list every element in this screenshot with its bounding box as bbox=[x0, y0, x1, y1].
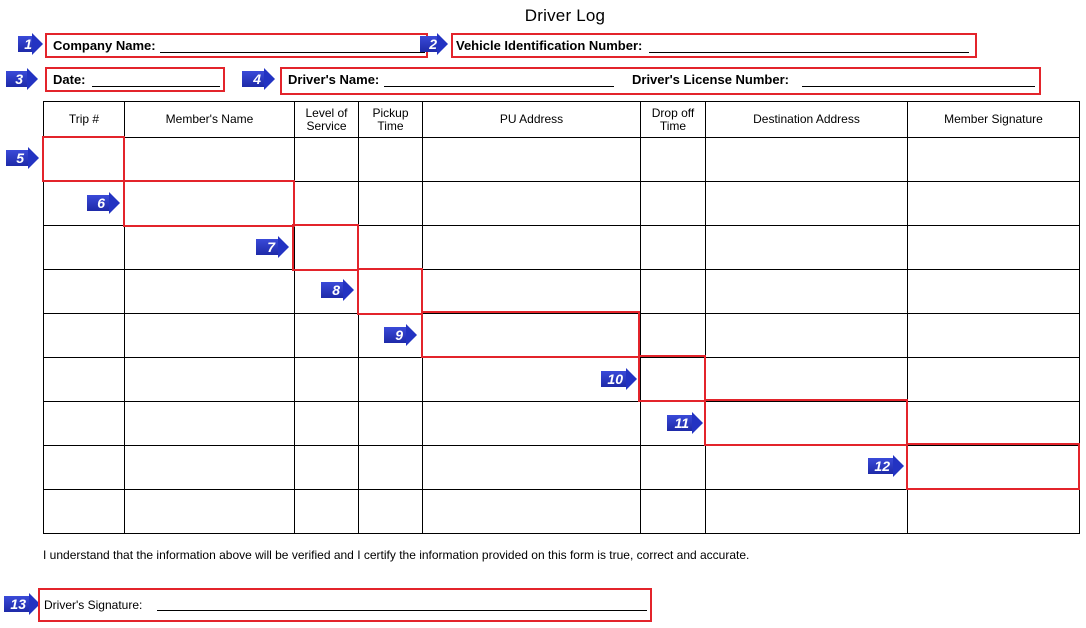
table-cell[interactable] bbox=[423, 138, 641, 182]
table-cell[interactable] bbox=[359, 182, 423, 226]
table-row bbox=[44, 402, 1080, 446]
table-cell[interactable] bbox=[706, 490, 908, 534]
table-cell[interactable] bbox=[359, 358, 423, 402]
col-header-members-name: Member's Name bbox=[125, 102, 295, 138]
table-cell[interactable] bbox=[295, 182, 359, 226]
marker-number-4: 4 bbox=[253, 71, 261, 87]
step-marker-3 bbox=[6, 68, 38, 90]
cell-highlight-trip bbox=[42, 136, 125, 182]
table-cell[interactable] bbox=[908, 138, 1080, 182]
table-cell[interactable] bbox=[44, 402, 125, 446]
table-cell[interactable] bbox=[706, 182, 908, 226]
table-row bbox=[44, 490, 1080, 534]
cell-highlight-destination-address bbox=[704, 399, 908, 446]
step-marker-2 bbox=[420, 33, 448, 55]
marker-number-8: 8 bbox=[332, 282, 340, 298]
step-marker-13 bbox=[4, 593, 40, 615]
table-cell[interactable] bbox=[295, 490, 359, 534]
col-header-drop-off-time: Drop off Time bbox=[641, 102, 706, 138]
table-cell[interactable] bbox=[359, 402, 423, 446]
table-cell[interactable] bbox=[125, 402, 295, 446]
step-marker-6 bbox=[87, 192, 120, 214]
table-cell[interactable] bbox=[423, 226, 641, 270]
table-cell[interactable] bbox=[641, 182, 706, 226]
table-cell[interactable] bbox=[359, 138, 423, 182]
cell-highlight-drop-off-time bbox=[638, 355, 706, 402]
col-header-pu-address: PU Address bbox=[423, 102, 641, 138]
table-cell[interactable] bbox=[44, 446, 125, 490]
table-cell[interactable] bbox=[125, 446, 295, 490]
vin-field[interactable] bbox=[649, 52, 969, 53]
table-cell[interactable] bbox=[125, 314, 295, 358]
company-name-field[interactable] bbox=[160, 52, 425, 53]
table-cell[interactable] bbox=[423, 490, 641, 534]
table-cell[interactable] bbox=[125, 358, 295, 402]
certification-statement: I understand that the information above will be verified and I certify the information provided on this form is true, correct and accurate. bbox=[43, 548, 750, 562]
drivers-name-label: Driver's Name: bbox=[288, 72, 380, 87]
table-cell[interactable] bbox=[706, 270, 908, 314]
table-cell[interactable] bbox=[295, 314, 359, 358]
drivers-license-field[interactable] bbox=[802, 86, 1035, 87]
table-row bbox=[44, 138, 1080, 182]
cell-highlight-level-of-service bbox=[292, 224, 359, 271]
cell-highlight-pickup-time bbox=[357, 268, 423, 315]
table-cell[interactable] bbox=[641, 226, 706, 270]
table-cell[interactable] bbox=[908, 358, 1080, 402]
cell-highlight-members-name bbox=[123, 180, 295, 227]
table-cell[interactable] bbox=[908, 182, 1080, 226]
step-marker-7 bbox=[256, 236, 290, 258]
table-header-row bbox=[44, 102, 1080, 138]
table-cell[interactable] bbox=[44, 490, 125, 534]
table-cell[interactable] bbox=[641, 270, 706, 314]
table-cell[interactable] bbox=[641, 446, 706, 490]
col-header-member-signature: Member Signature bbox=[908, 102, 1080, 138]
table-row bbox=[44, 226, 1080, 270]
table-cell[interactable] bbox=[908, 270, 1080, 314]
table-cell[interactable] bbox=[423, 446, 641, 490]
table-row bbox=[44, 270, 1080, 314]
table-cell[interactable] bbox=[44, 314, 125, 358]
marker-number-13: 13 bbox=[10, 596, 26, 612]
step-marker-10 bbox=[601, 368, 637, 390]
date-label: Date: bbox=[53, 72, 86, 87]
date-field[interactable] bbox=[92, 86, 220, 87]
table-cell[interactable] bbox=[125, 138, 295, 182]
drivers-signature-label: Driver's Signature: bbox=[44, 598, 143, 612]
table-cell[interactable] bbox=[44, 270, 125, 314]
step-marker-8 bbox=[321, 279, 355, 301]
table-cell[interactable] bbox=[706, 358, 908, 402]
table-cell[interactable] bbox=[295, 402, 359, 446]
table-cell[interactable] bbox=[908, 490, 1080, 534]
table-cell[interactable] bbox=[423, 402, 641, 446]
table-cell[interactable] bbox=[706, 314, 908, 358]
table-cell[interactable] bbox=[423, 270, 641, 314]
table-cell[interactable] bbox=[44, 226, 125, 270]
marker-number-1: 1 bbox=[24, 36, 32, 52]
table-cell[interactable] bbox=[295, 446, 359, 490]
drivers-license-label: Driver's License Number: bbox=[632, 72, 789, 87]
step-marker-12 bbox=[868, 455, 904, 477]
table-cell[interactable] bbox=[359, 490, 423, 534]
drivers-signature-field[interactable] bbox=[157, 610, 647, 611]
cell-highlight-member-signature bbox=[906, 443, 1080, 490]
form-title: Driver Log bbox=[524, 6, 606, 25]
marker-number-5: 5 bbox=[16, 150, 24, 166]
cell-highlight-pu-address bbox=[421, 311, 640, 358]
table-cell[interactable] bbox=[908, 402, 1080, 446]
table-row bbox=[44, 358, 1080, 402]
table-cell[interactable] bbox=[908, 314, 1080, 358]
step-marker-1 bbox=[18, 33, 42, 55]
table-cell[interactable] bbox=[295, 358, 359, 402]
table-cell[interactable] bbox=[641, 138, 706, 182]
table-cell[interactable] bbox=[641, 314, 706, 358]
table-cell[interactable] bbox=[641, 490, 706, 534]
table-cell[interactable] bbox=[359, 226, 423, 270]
step-marker-9 bbox=[384, 324, 418, 346]
drivers-name-field[interactable] bbox=[384, 86, 614, 87]
table-cell[interactable] bbox=[706, 226, 908, 270]
marker-number-2: 2 bbox=[429, 36, 437, 52]
marker-number-12: 12 bbox=[874, 458, 890, 474]
company-name-label: Company Name: bbox=[53, 38, 156, 53]
table-cell[interactable] bbox=[908, 226, 1080, 270]
marker-number-11: 11 bbox=[674, 415, 689, 431]
marker-number-3: 3 bbox=[15, 71, 23, 87]
marker-number-9: 9 bbox=[395, 327, 403, 343]
col-header-level-of-service: Level of Service bbox=[295, 102, 359, 138]
step-marker-4 bbox=[242, 68, 276, 90]
col-header-destination-address: Destination Address bbox=[706, 102, 908, 138]
table-cell[interactable] bbox=[125, 490, 295, 534]
vin-label: Vehicle Identification Number: bbox=[456, 38, 643, 53]
marker-number-7: 7 bbox=[267, 239, 275, 255]
table-cell[interactable] bbox=[706, 138, 908, 182]
table-cell[interactable] bbox=[125, 270, 295, 314]
table-cell[interactable] bbox=[44, 358, 125, 402]
step-marker-11 bbox=[667, 412, 703, 434]
marker-number-6: 6 bbox=[97, 195, 105, 211]
marker-number-10: 10 bbox=[607, 371, 623, 387]
col-header-trip: Trip # bbox=[44, 102, 125, 138]
table-cell[interactable] bbox=[359, 446, 423, 490]
col-header-pickup-time: Pickup Time bbox=[359, 102, 423, 138]
table-cell[interactable] bbox=[423, 182, 641, 226]
step-marker-5 bbox=[6, 147, 39, 169]
table-cell[interactable] bbox=[295, 138, 359, 182]
